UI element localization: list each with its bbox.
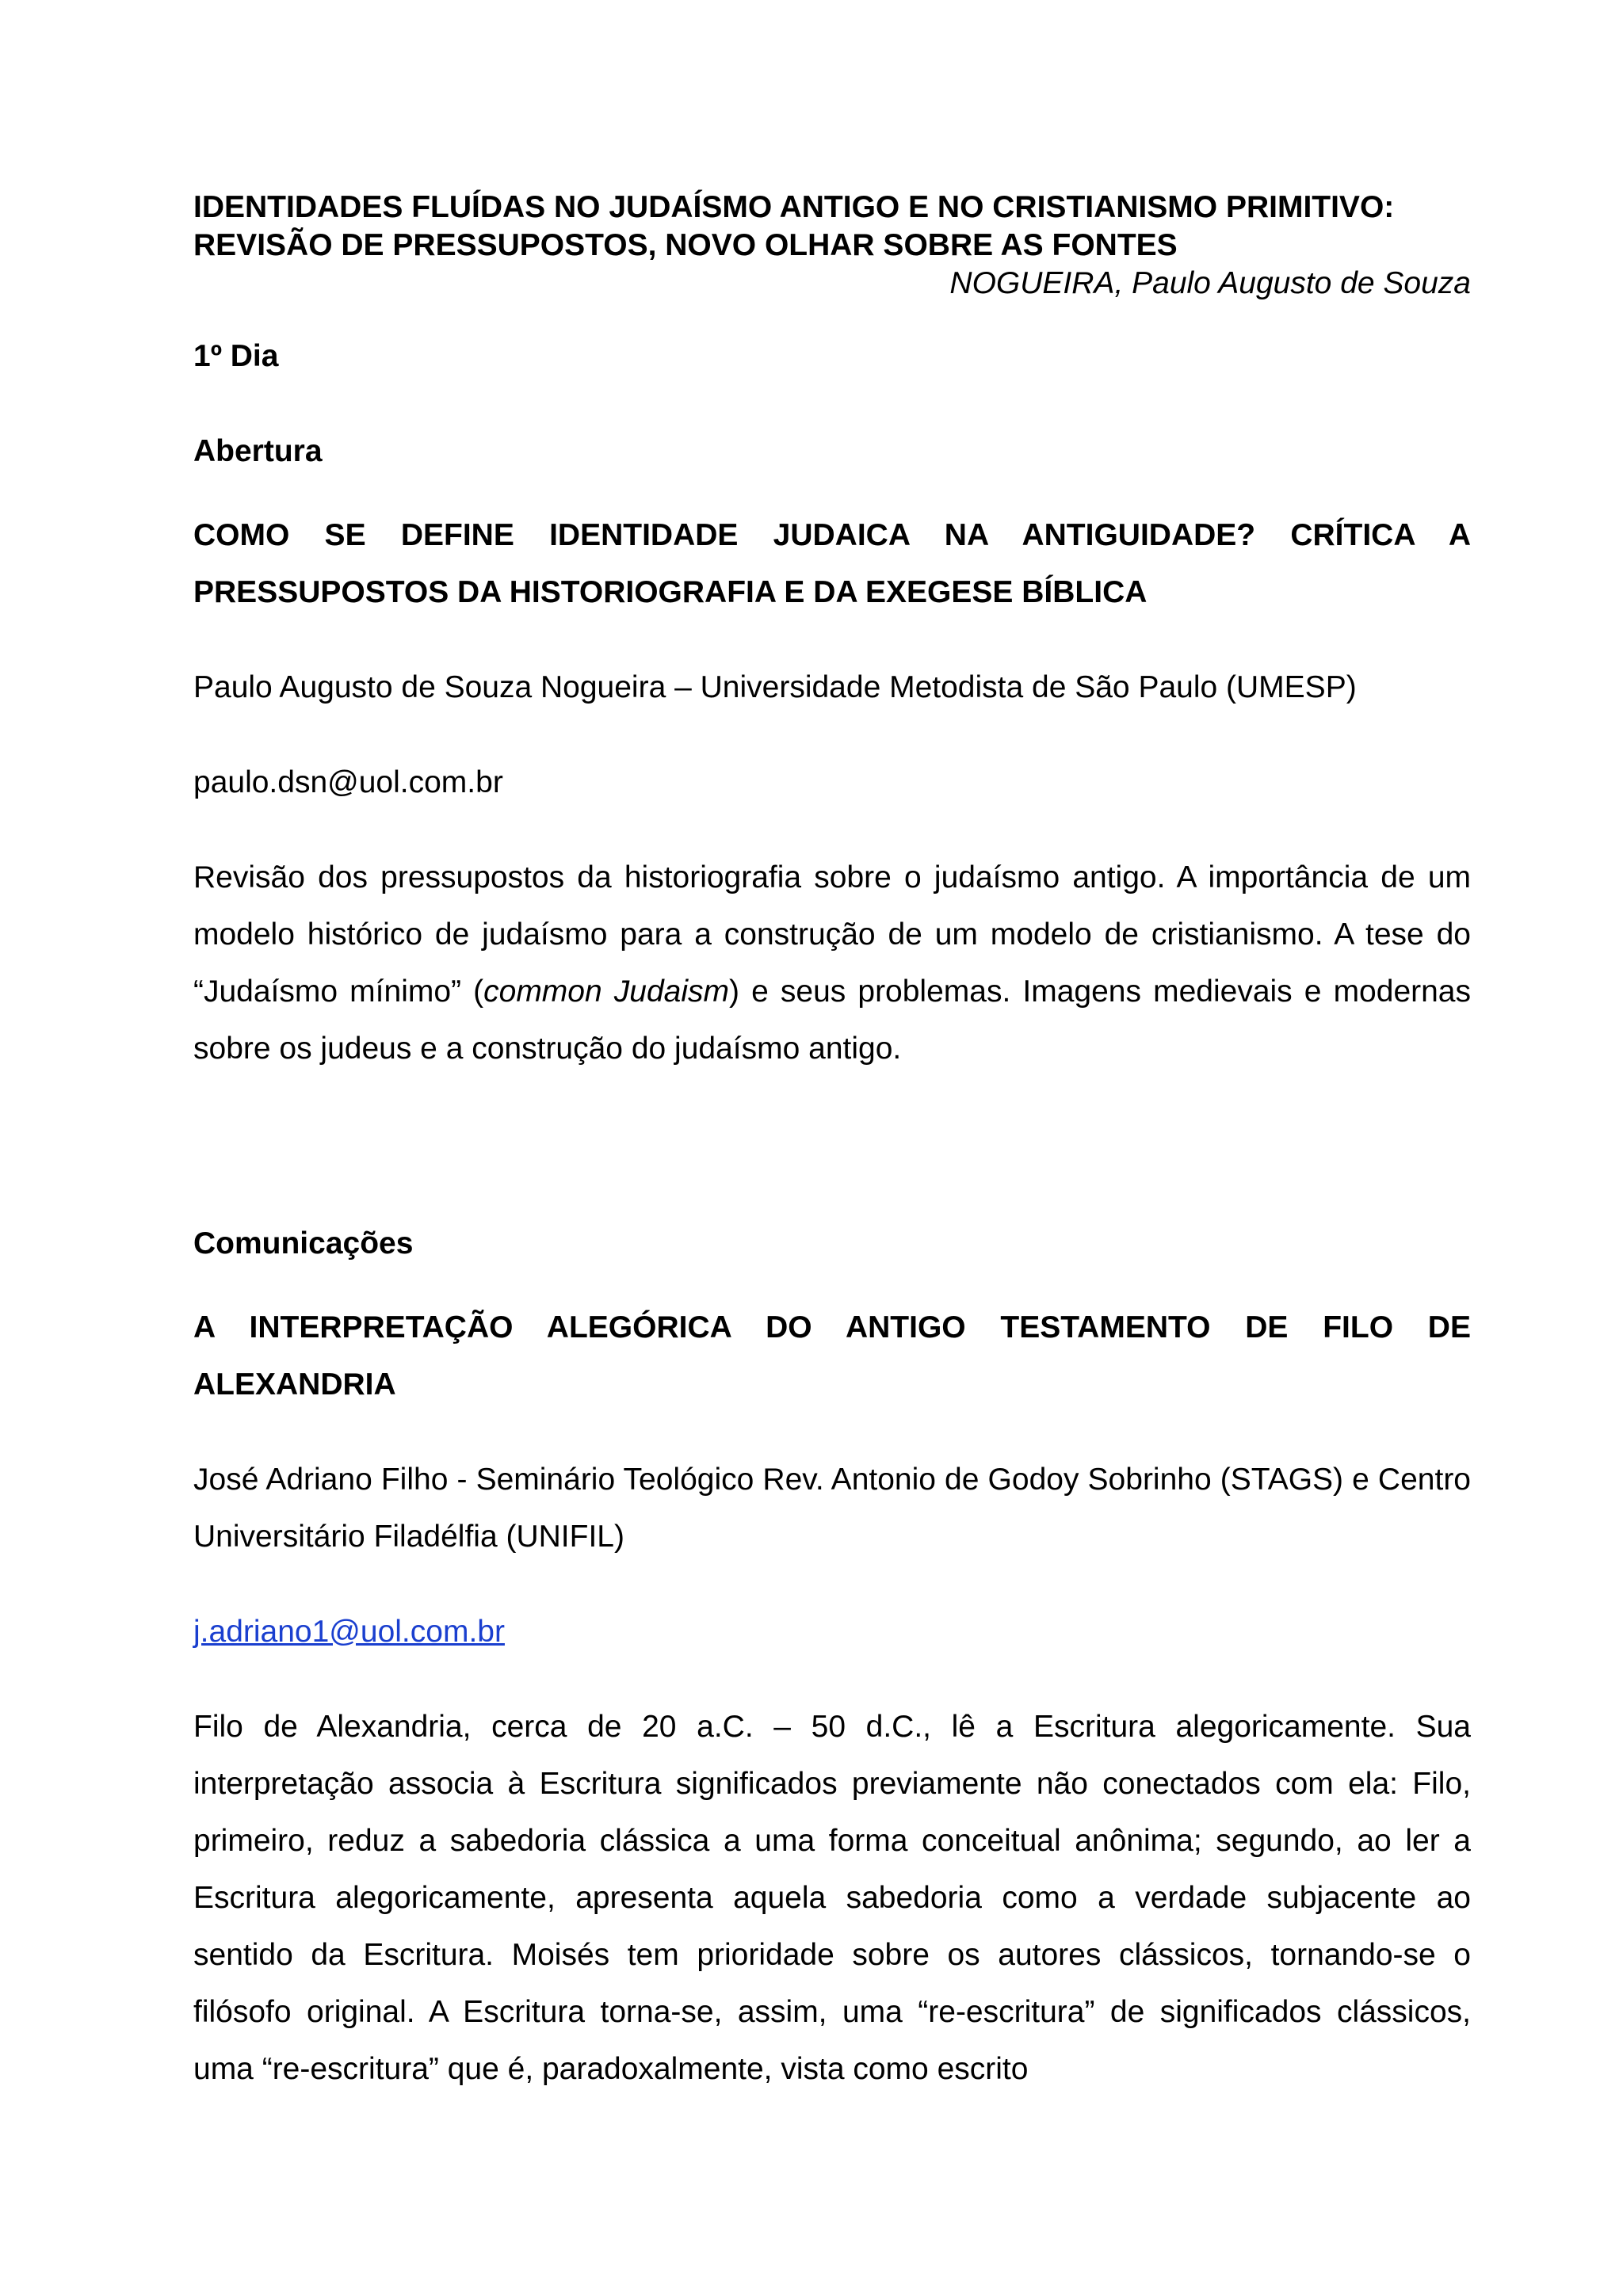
section-label-abertura: Abertura [193, 434, 323, 468]
section-label-comunicacoes: Comunicações [193, 1226, 414, 1261]
day-label: 1º Dia [193, 339, 279, 373]
document-author: NOGUEIRA, Paulo Augusto de Souza [949, 266, 1471, 300]
section2-abstract: Filo de Alexandria, cerca de 20 a.C. – 50 d.C., lê a Escritura alegoricamente. Sua interpretação associa à Escritura significados previamente não conectados com ela: Filo, primeiro, reduz a sabedoria clássica a uma forma conceitual anônima; segundo, ao ler a Escritura alegoricamente, apresenta aquela sabedoria como a verdade subjacente ao sentido da Escritura. Moisés tem prioridade sobre os autores clássicos, tornando-se o filósofo original. A Escritura torna-se, assim, uma “re-escritura” de significados clássicos, uma “re-escritura” que é, paradoxalmente, vista como escrito [193, 1710, 1471, 2086]
section1-abstract-text-1: Revisão dos pressupostos da historiografia sobre o judaísmo antigo. A importância de um modelo histórico de judaísmo para a construção de um modelo de cristianismo. A tese do “Judaísmo mínimo” ( [193, 860, 1471, 1009]
section1-abstract [193, 849, 1471, 1077]
section2-heading: A INTERPRETAÇÃO ALEGÓRICA DO ANTIGO TESTAMENTO DE FILO DE ALEXANDRIA [193, 1310, 1471, 1402]
section2-email-link[interactable]: j.adriano1@uol.com.br [193, 1615, 505, 1649]
section1-heading: COMO SE DEFINE IDENTIDADE JUDAICA NA ANTIGUIDADE? CRÍTICA A PRESSUPOSTOS DA HISTORIOGRAFIA E DA EXEGESE BÍBLICA [193, 518, 1471, 609]
section1-email: paulo.dsn@uol.com.br [193, 765, 503, 799]
section1-presenter: Paulo Augusto de Souza Nogueira – Universidade Metodista de São Paulo (UMESP) [193, 670, 1357, 704]
document-title [193, 189, 1471, 265]
section2-presenter: José Adriano Filho - Seminário Teológico Rev. Antonio de Godoy Sobrinho (STAGS) e Centro Universitário Filadélfia (UNIFIL) [193, 1463, 1471, 1554]
section1-abstract-italic: common Judaism [483, 974, 729, 1009]
section2-email [193, 1604, 1471, 1661]
title-line-2: REVISÃO DE PRESSUPOSTOS, NOVO OLHAR SOBRE AS FONTES [193, 228, 1178, 262]
document-page [193, 189, 1471, 2098]
title-line-1: IDENTIDADES FLUÍDAS NO JUDAÍSMO ANTIGO E NO CRISTIANISMO PRIMITIVO: [193, 190, 1395, 224]
section1-abstract-text-2: ) e seus problemas. Imagens medievais e modernas sobre os judeus e a construção do judaísmo antigo. [193, 974, 1471, 1066]
